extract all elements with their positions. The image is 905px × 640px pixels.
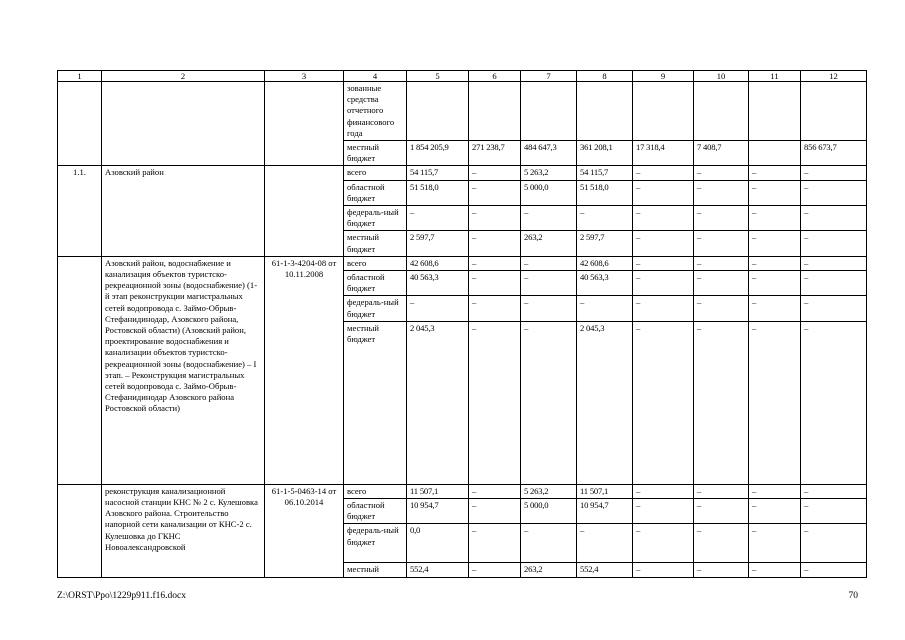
value-cell: – bbox=[801, 296, 867, 321]
object-name-cell: Азовский район bbox=[102, 166, 265, 256]
empty-cell bbox=[58, 82, 102, 166]
table-row bbox=[58, 256, 867, 270]
funding-source-cell: федераль-ный бюджет bbox=[344, 296, 407, 321]
value-cell bbox=[749, 141, 801, 166]
value-cell: – bbox=[749, 271, 801, 296]
value-cell: 17 318,4 bbox=[633, 141, 694, 166]
funding-source-cell: местный бюджет bbox=[344, 321, 407, 484]
funding-source-cell: всего bbox=[344, 256, 407, 270]
empty-cell bbox=[469, 82, 521, 141]
value-cell: – bbox=[521, 206, 577, 231]
value-cell: 263,2 bbox=[521, 231, 577, 256]
table-row bbox=[58, 166, 867, 180]
value-cell: 552,4 bbox=[407, 563, 469, 577]
value-cell: – bbox=[694, 524, 749, 563]
value-cell: – bbox=[801, 271, 867, 296]
value-cell: – bbox=[749, 296, 801, 321]
value-cell: – bbox=[749, 166, 801, 180]
funding-source-cell: местный bbox=[344, 563, 407, 577]
value-cell: – bbox=[521, 256, 577, 270]
value-cell: – bbox=[633, 231, 694, 256]
value-cell: – bbox=[694, 166, 749, 180]
value-cell: – bbox=[801, 321, 867, 484]
column-header: 10 bbox=[694, 71, 749, 82]
value-cell: – bbox=[749, 524, 801, 563]
value-cell: – bbox=[749, 321, 801, 484]
value-cell: – bbox=[469, 484, 521, 498]
value-cell: 5 000,0 bbox=[521, 180, 577, 205]
column-header: 8 bbox=[577, 71, 633, 82]
value-cell: – bbox=[694, 321, 749, 484]
value-cell: – bbox=[694, 499, 749, 524]
item-number-cell bbox=[58, 256, 102, 484]
empty-cell bbox=[265, 82, 344, 166]
table-row bbox=[58, 82, 867, 141]
value-cell: 1 854 205,9 bbox=[407, 141, 469, 166]
object-name-cell: реконструкция канализационной насосной станции КНС № 2 с. Кулешовка Азовского района. Строительство напорной сети канализации от КНС-2 с. Кулешовка до ГКНС Новоалександровской bbox=[102, 484, 265, 577]
value-cell: – bbox=[633, 563, 694, 577]
value-cell: – bbox=[749, 563, 801, 577]
funding-source-cell: областной бюджет bbox=[344, 180, 407, 205]
value-cell: – bbox=[469, 296, 521, 321]
empty-cell bbox=[694, 82, 749, 141]
value-cell: 40 563,3 bbox=[577, 271, 633, 296]
value-cell: – bbox=[469, 166, 521, 180]
column-header: 5 bbox=[407, 71, 469, 82]
document-code-cell bbox=[265, 166, 344, 256]
file-path: Z:\ORST\Ppo\1229p911.f16.docx bbox=[57, 591, 186, 601]
empty-cell bbox=[102, 82, 265, 166]
value-cell: – bbox=[577, 296, 633, 321]
value-cell: 271 238,7 bbox=[469, 141, 521, 166]
item-number-cell bbox=[58, 484, 102, 577]
value-cell: – bbox=[521, 524, 577, 563]
value-cell: 361 208,1 bbox=[577, 141, 633, 166]
value-cell: – bbox=[633, 256, 694, 270]
value-cell: – bbox=[801, 166, 867, 180]
value-cell: – bbox=[469, 231, 521, 256]
value-cell: – bbox=[801, 499, 867, 524]
value-cell: 7 408,7 bbox=[694, 141, 749, 166]
column-header: 4 bbox=[344, 71, 407, 82]
value-cell: – bbox=[694, 296, 749, 321]
value-cell: – bbox=[633, 166, 694, 180]
value-cell: 0,0 bbox=[407, 524, 469, 563]
value-cell: – bbox=[633, 321, 694, 484]
value-cell: 10 954,7 bbox=[407, 499, 469, 524]
value-cell: – bbox=[469, 321, 521, 484]
value-cell: – bbox=[749, 484, 801, 498]
value-cell: 54 115,7 bbox=[407, 166, 469, 180]
value-cell: – bbox=[801, 563, 867, 577]
column-header: 7 bbox=[521, 71, 577, 82]
funding-source-cell: областной бюджет bbox=[344, 499, 407, 524]
empty-cell bbox=[749, 82, 801, 141]
value-cell: – bbox=[694, 206, 749, 231]
value-cell: – bbox=[521, 296, 577, 321]
funding-source-cell: федераль-ный бюджет bbox=[344, 206, 407, 231]
value-cell: – bbox=[801, 180, 867, 205]
empty-cell bbox=[633, 82, 694, 141]
value-cell: 5 000,0 bbox=[521, 499, 577, 524]
value-cell: – bbox=[749, 499, 801, 524]
value-cell: – bbox=[694, 180, 749, 205]
column-header: 11 bbox=[749, 71, 801, 82]
empty-cell bbox=[407, 82, 469, 141]
funding-source-cell: всего bbox=[344, 484, 407, 498]
value-cell: – bbox=[633, 206, 694, 231]
value-cell: – bbox=[407, 296, 469, 321]
value-cell: – bbox=[633, 499, 694, 524]
value-cell: – bbox=[469, 499, 521, 524]
value-cell: – bbox=[577, 206, 633, 231]
value-cell: – bbox=[633, 296, 694, 321]
value-cell: 2 597,7 bbox=[407, 231, 469, 256]
value-cell: – bbox=[749, 256, 801, 270]
column-header: 2 bbox=[102, 71, 265, 82]
value-cell: – bbox=[749, 180, 801, 205]
value-cell: – bbox=[694, 256, 749, 270]
value-cell: 2 597,7 bbox=[577, 231, 633, 256]
value-cell: – bbox=[694, 231, 749, 256]
page-number: 70 bbox=[848, 591, 858, 601]
value-cell: – bbox=[749, 231, 801, 256]
funding-source-cell: местный бюджет bbox=[344, 141, 407, 166]
column-header: 12 bbox=[801, 71, 867, 82]
funding-source-cell: зованные средства отчетного финансового года bbox=[344, 82, 407, 141]
budget-table bbox=[57, 70, 867, 578]
value-cell: – bbox=[694, 271, 749, 296]
value-cell: – bbox=[469, 563, 521, 577]
value-cell: 10 954,7 bbox=[577, 499, 633, 524]
value-cell: 263,2 bbox=[521, 563, 577, 577]
empty-cell bbox=[521, 82, 577, 141]
value-cell: – bbox=[633, 484, 694, 498]
value-cell: – bbox=[801, 484, 867, 498]
value-cell: – bbox=[749, 206, 801, 231]
value-cell: – bbox=[694, 484, 749, 498]
funding-source-cell: местный бюджет bbox=[344, 231, 407, 256]
value-cell: – bbox=[521, 321, 577, 484]
value-cell: – bbox=[469, 524, 521, 563]
value-cell: – bbox=[469, 206, 521, 231]
empty-cell bbox=[577, 82, 633, 141]
value-cell: 54 115,7 bbox=[577, 166, 633, 180]
value-cell: – bbox=[801, 524, 867, 563]
value-cell: – bbox=[577, 524, 633, 563]
value-cell: 2 045,3 bbox=[577, 321, 633, 484]
funding-source-cell: всего bbox=[344, 166, 407, 180]
value-cell: 42 608,6 bbox=[577, 256, 633, 270]
value-cell: 856 673,7 bbox=[801, 141, 867, 166]
value-cell: – bbox=[407, 206, 469, 231]
value-cell: – bbox=[521, 271, 577, 296]
value-cell: 11 507,1 bbox=[577, 484, 633, 498]
value-cell: 51 518,0 bbox=[577, 180, 633, 205]
column-header: 1 bbox=[58, 71, 102, 82]
value-cell: – bbox=[469, 180, 521, 205]
value-cell: 2 045,3 bbox=[407, 321, 469, 484]
column-header: 3 bbox=[265, 71, 344, 82]
document-code-cell: 61-1-5-0463-14 от 06.10.2014 bbox=[265, 484, 344, 577]
value-cell: 42 608,6 bbox=[407, 256, 469, 270]
funding-source-cell: федераль-ный бюджет bbox=[344, 524, 407, 563]
object-name-cell: Азовский район, водоснабжение и канализация объектов туристско-рекреационной зоны (водоснабжение) (1-й этап реконструкции магистральных сетей водопровода с. Займо-Обрыв-Стефанидинодар, Азовского района, Ростовской области) (Азовский район, проектирование водоснабжения и канализации объектов туристско-рекреационной зоны (водоснабжение) – I этап. – Реконструкция магистральных сетей водопровода с. Займо-Обрыв-Стефанидинодар Азовского района Ростовской области) bbox=[102, 256, 265, 484]
column-number-row bbox=[58, 71, 867, 82]
item-number-cell: 1.1. bbox=[58, 166, 102, 256]
value-cell: 11 507,1 bbox=[407, 484, 469, 498]
empty-cell bbox=[801, 82, 867, 141]
value-cell: 40 563,3 bbox=[407, 271, 469, 296]
value-cell: – bbox=[469, 271, 521, 296]
funding-source-cell: областной бюджет bbox=[344, 271, 407, 296]
value-cell: 5 263,2 bbox=[521, 484, 577, 498]
value-cell: – bbox=[633, 180, 694, 205]
table-row bbox=[58, 484, 867, 498]
value-cell: – bbox=[801, 256, 867, 270]
value-cell: 5 263,2 bbox=[521, 166, 577, 180]
value-cell: 51 518,0 bbox=[407, 180, 469, 205]
column-header: 9 bbox=[633, 71, 694, 82]
value-cell: 484 647,3 bbox=[521, 141, 577, 166]
value-cell: – bbox=[801, 206, 867, 231]
value-cell: – bbox=[633, 271, 694, 296]
value-cell: 552,4 bbox=[577, 563, 633, 577]
value-cell: – bbox=[801, 231, 867, 256]
document-code-cell: 61-1-3-4204-08 от 10.11.2008 bbox=[265, 256, 344, 484]
value-cell: – bbox=[694, 563, 749, 577]
value-cell: – bbox=[633, 524, 694, 563]
column-header: 6 bbox=[469, 71, 521, 82]
value-cell: – bbox=[469, 256, 521, 270]
